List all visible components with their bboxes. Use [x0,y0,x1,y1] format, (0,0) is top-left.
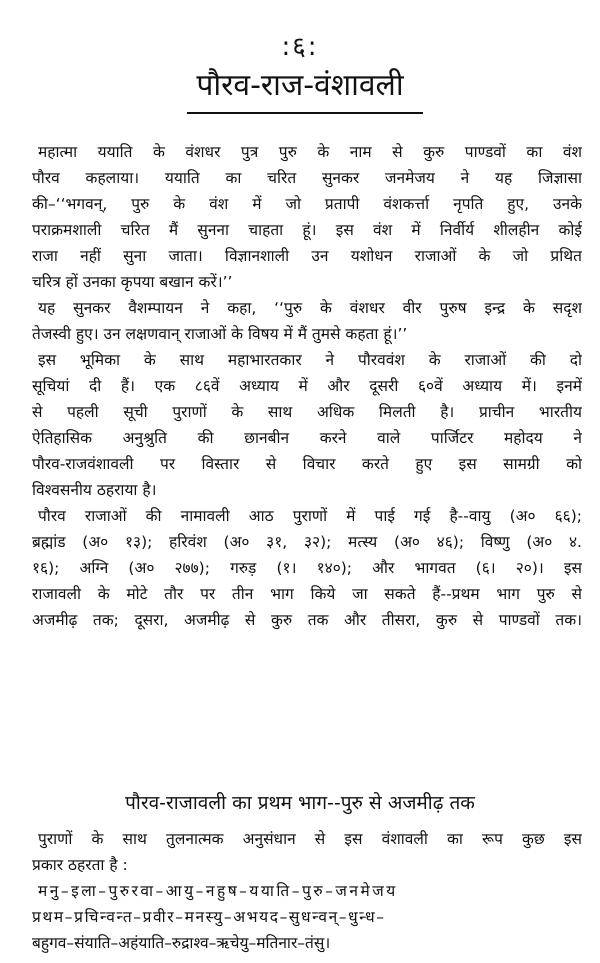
text-line: विश्वसनीय ठहराया है। [32,481,157,499]
text-line: पौरव कहलाया। ययाति का चरित सुनकर जनमेजय ने यह जिज्ञासा [32,169,582,187]
text-line: सूचियां दी हैं। एक ८६वें अध्याय में और दूसरी ६०वें अध्याय में। इनमें [32,377,582,395]
text-line: पराक्रमशाली चरित मैं सुनना चाहता हूं। इस वंश में निर्वीर्य शीलहीन कोई [32,221,582,239]
section-heading: पौरव-राजावली का प्रथम भाग--पुरु से अजमीढ़ तक [125,792,475,814]
text-line: ब्रह्मांड (अ० १३); हरिवंश (अ० ३१, ३२); मत्स्य (अ० ४६); विष्णु (अ० ४. [32,533,582,551]
text-line: से पहली सूची पुराणों के साथ अधिक मिलती है। प्राचीन भारतीय [32,403,582,421]
chapter-number: :६: [281,32,319,62]
genealogy-line: मनु–इला–पुरुरवा–आयु–नहुष–ययाति–पुरु–जनमेजय [38,882,398,900]
text-line: इस भूमिका के साथ महाभारतकार ने पौरववंश के राजाओं की दो [38,351,582,369]
genealogy-line: प्रथम–प्रचिन्वन्त–प्रवीर–मनस्यु–अभयद–सुधन्वन्–धुन्ध– [32,908,386,926]
text-line: पौरव राजाओं की नामावली आठ पुराणों में पाई गई है--वायु (अ० ६६); [38,507,582,525]
chapter-title: पौरव-राज-वंशावली [196,68,404,103]
genealogy-line: बहुगव–संयाति–अहंयाति–रुद्राश्व–ऋचेयु–मतिनार–तंसु। [32,934,331,952]
section-body [32,826,582,956]
body-text [32,139,582,633]
title-underline [187,112,423,114]
text-line: ऐतिहासिक अनुश्रुति की छानबीन करने वाले पार्जिटर महोदय ने [32,429,582,447]
text-line: की–‘‘भगवन्, पुरु के वंश में जो प्रतापी वंशकर्त्ता नृपति हुए, उनके [32,195,582,213]
text-line: राजा नहीं सुना जाता। विज्ञानशाली उन यशोधन राजाओं के जो प्रथित [32,247,582,265]
text-line: यह सुनकर वैशम्पायन ने कहा, ‘‘पुरु के वंशधर वीर पुरुष इन्द्र के सदृश [38,299,582,317]
text-line: प्रकार ठहरता है : [32,856,128,874]
text-line: १६); अग्नि (अ० २७७); गरुड़ (१। १४०); और भागवत (६। २०)। इस [32,559,582,577]
text-line: राजावली के मोटे तौर पर तीन भाग किये जा सकते हैं--प्रथम भाग पुरु से [32,585,582,603]
text-line: तेजस्वी हुए। उन लक्षणवान् राजाओं के विषय में मैं तुमसे कहता हूं।’’ [32,325,408,343]
text-line: चरित्र हों उनका कृपया बखान करें।’’ [32,273,233,291]
text-line: पौरव-राजवंशावली पर विस्तार से विचार करते हुए इस सामग्री को [32,455,582,473]
text-line: महात्मा ययाति के वंशधर पुत्र पुरु के नाम से कुरु पाण्डवों का वंश [38,143,582,161]
text-line: अजमीढ़ तक; दूसरा, अजमीढ़ से कुरु तक और तीसरा, कुरु से पाण्डवों तक। [32,611,582,629]
text-line: पुराणों के साथ तुलनात्मक अनुसंधान से इस वंशावली का रूप कुछ इस [38,830,582,848]
